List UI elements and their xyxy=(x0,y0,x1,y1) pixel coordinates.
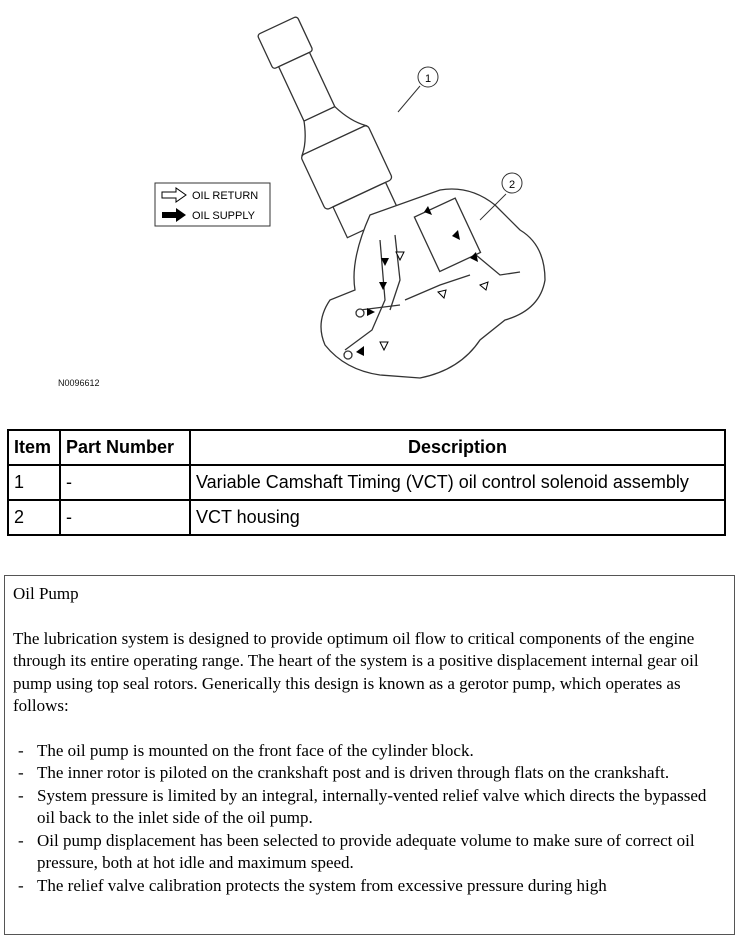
list-item: - The inner rotor is piloted on the crankshaft post and is driven through flats on the crankshaft. xyxy=(18,763,670,782)
vct-illustration xyxy=(0,0,737,410)
cell-part-number: - xyxy=(60,500,190,535)
list-item: - The relief valve calibration protects the system from excessive pressure during high xyxy=(18,875,607,895)
cell-description: Variable Camshaft Timing (VCT) oil control solenoid assembly xyxy=(190,465,725,500)
section-heading: Oil Pump xyxy=(13,584,79,603)
legend-return-label: OIL RETURN xyxy=(192,190,259,202)
cell-part-number: - xyxy=(60,465,190,500)
table-row xyxy=(8,500,725,535)
bullet-list xyxy=(13,740,726,898)
flow-legend xyxy=(155,183,270,226)
cell-description: VCT housing xyxy=(190,500,725,535)
vct-solenoid-drawing xyxy=(0,0,737,410)
list-item: - Oil pump displacement has been selected to provide adequate volume to make sure of correct oil pressure, both at hot idle and maximum speed. xyxy=(18,830,695,872)
cell-item: 1 xyxy=(8,465,60,500)
figure-id: N0096612 xyxy=(58,378,100,388)
list-item: - System pressure is limited by an integral, internally-vented relief valve which directs the bypassed oil back to the inlet side of the oil pump. xyxy=(18,785,707,827)
callout-1-label: 1 xyxy=(424,73,432,85)
list-item: - The oil pump is mounted on the front face of the cylinder block. xyxy=(18,740,474,760)
header-part-number: Part Number xyxy=(60,430,190,465)
legend-supply-label: OIL SUPPLY xyxy=(192,210,255,222)
table-row xyxy=(8,465,725,500)
oil-pump-textbox xyxy=(4,575,735,935)
parts-table xyxy=(7,429,726,536)
cell-item: 2 xyxy=(8,500,60,535)
table-header-row xyxy=(8,430,725,465)
header-item: Item xyxy=(8,430,60,465)
intro-paragraph: The lubrication system is designed to provide optimum oil flow to critical components of the engine through its entire operating range. The heart of the system is a positive displacement internal gear oil pump using top seal rotors. Generically this design is known as a gerotor pump, which operates as follows: xyxy=(13,628,699,715)
callout-2-label: 2 xyxy=(508,179,516,191)
header-description: Description xyxy=(190,430,725,465)
